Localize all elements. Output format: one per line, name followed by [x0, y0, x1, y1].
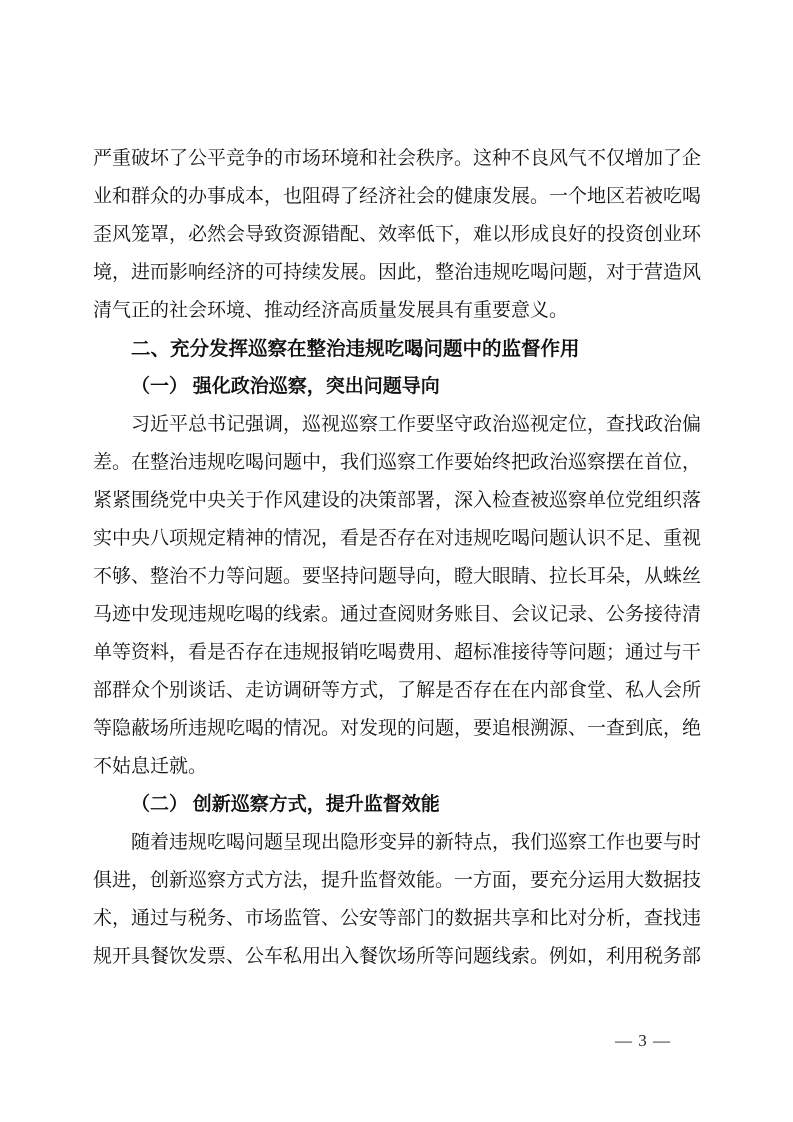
page-number: — 3 —	[615, 1031, 671, 1050]
text-line: 术，通过与税务、市场监管、公安等部门的数据共享和比对分析，查找违	[93, 908, 701, 929]
sub-heading	[93, 786, 701, 824]
text-line: 习近平总书记强调，巡视巡察工作要坚守政治巡视定位，查找政治偏	[131, 414, 701, 435]
paragraph	[93, 824, 701, 976]
paragraph	[93, 140, 701, 330]
text-line: 随着违规吃喝问题呈现出隐形变异的新特点，我们巡察工作也要与时	[131, 832, 701, 853]
section-heading	[93, 330, 701, 368]
text-line: 部群众个别谈话、走访调研等方式，了解是否存在在内部食堂、私人会所	[93, 680, 701, 701]
text-line: 严重破坏了公平竞争的市场环境和社会秩序。这种不良风气不仅增加了企	[93, 148, 701, 169]
text-line: 二、充分发挥巡察在整治违规吃喝问题中的监督作用	[131, 337, 580, 360]
text-line: 业和群众的办事成本，也阻碍了经济社会的健康发展。一个地区若被吃喝	[93, 186, 701, 207]
text-line: 等隐蔽场所违规吃喝的情况。对发现的问题，要追根溯源、一查到底，绝	[93, 718, 701, 739]
paragraph	[93, 406, 701, 786]
document-body	[93, 140, 701, 976]
text-line: 俱进，创新巡察方式方法，提升监督效能。一方面，要充分运用大数据技	[93, 870, 701, 891]
text-line: 实中央八项规定精神的情况，看是否存在对违规吃喝问题认识不足、重视	[93, 528, 701, 549]
text-line: 清气正的社会环境、推动经济高质量发展具有重要意义。	[93, 300, 569, 321]
text-line: 马迹中发现违规吃喝的线索。通过查阅财务账目、会议记录、公务接待清	[93, 604, 701, 625]
text-line: 差。在整治违规吃喝问题中，我们巡察工作要始终把政治巡察摆在首位，	[93, 452, 701, 473]
text-line: 规开具餐饮发票、公车私用出入餐饮场所等问题线索。例如，利用税务部	[93, 946, 701, 967]
text-line: 歪风笼罩，必然会导致资源错配、效率低下，难以形成良好的投资创业环	[93, 224, 701, 245]
sub-heading	[93, 368, 701, 406]
text-line: 紧紧围绕党中央关于作风建设的决策部署，深入检查被巡察单位党组织落	[93, 490, 701, 511]
text-line: 不姑息迁就。	[93, 756, 208, 777]
text-line: （一） 强化政治巡察，突出问题导向	[131, 376, 440, 397]
text-line: 单等资料，看是否存在违规报销吃喝费用、超标准接待等问题；通过与干	[93, 642, 701, 663]
text-line: （二） 创新巡察方式，提升监督效能	[131, 794, 440, 815]
text-line: 不够、整治不力等问题。要坚持问题导向，瞪大眼睛、拉长耳朵，从蛛丝	[93, 566, 701, 587]
text-line: 境，进而影响经济的可持续发展。因此，整治违规吃喝问题，对于营造风	[93, 262, 701, 283]
